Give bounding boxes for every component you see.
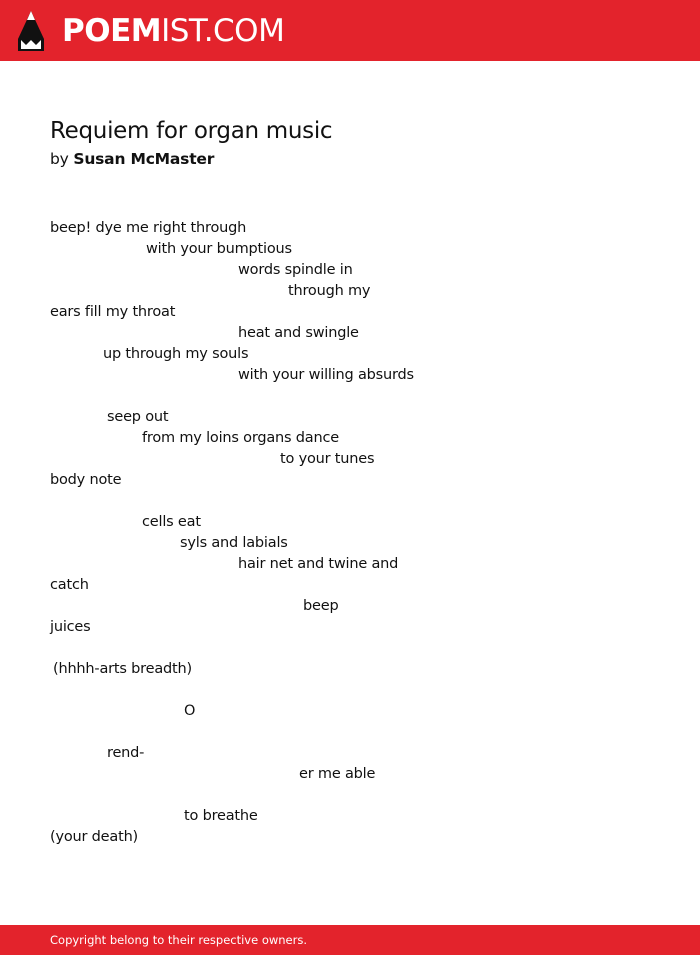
site-footer [0,925,700,955]
poem-line: with your willing absurds [238,367,414,383]
poem-line: seep out [107,409,169,425]
pencil-tip-icon[interactable] [17,10,45,52]
poem-line: beep! dye me right through [50,220,247,236]
logo-text-light: IST.COM [161,13,285,49]
poem-line: O [184,703,196,719]
poem-line: from my loins organs dance [142,430,339,446]
poem-line: body note [50,472,122,488]
poem-line: (hhhh-arts breadth) [53,661,192,677]
copyright-notice: Copyright belong to their respective owners. [50,933,308,947]
poem-line: catch [50,577,89,593]
author-name[interactable]: Susan McMaster [73,150,215,168]
poem-line: syls and labials [180,535,288,551]
poem-line: ears fill my throat [50,304,176,320]
poem-line: heat and swingle [238,325,359,341]
poem-title: Requiem for organ music [50,118,333,144]
site-header [0,0,700,61]
poem-line: to your tunes [280,451,375,467]
poem-line: through my [288,283,371,299]
poem-line: er me able [299,766,376,782]
poem-line: words spindle in [238,262,353,278]
poem-line: beep [303,598,339,614]
site-logo[interactable] [62,11,284,51]
poem-line: juices [50,619,91,635]
poem-line: hair net and twine and [238,556,399,572]
poem-line: to breathe [184,808,258,824]
poem-line: (your death) [50,829,139,845]
poem-line: with your bumptious [146,241,292,257]
poem-line: cells eat [142,514,201,530]
logo-text-bold: POEM [62,13,162,49]
poem-line: up through my souls [103,346,249,362]
byline [50,148,214,170]
poem-line: rend- [107,745,145,761]
byline-prefix: by [50,150,69,168]
